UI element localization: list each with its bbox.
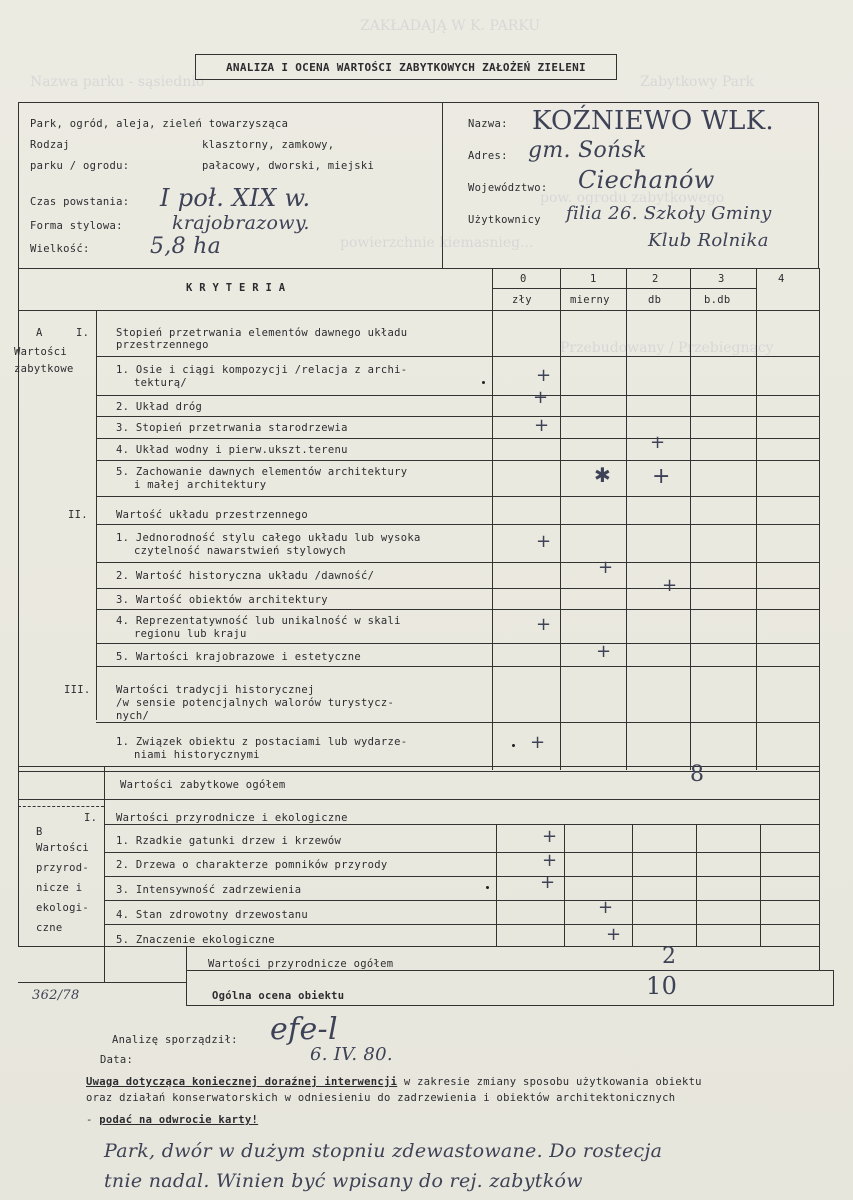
section-a-name-2: zabytkowe [14, 363, 74, 375]
forma-label: Forma stylowa: [30, 220, 123, 232]
b-item-4: 4. Stan zdrowotny drzewostanu [116, 909, 309, 921]
row-line [96, 524, 820, 525]
tick-b5-1: + [596, 641, 612, 662]
adres-value: gm. Sońsk [528, 138, 647, 163]
b-total-label: Wartości przyrodnicze ogółem [208, 958, 394, 970]
wielkosc-label: Wielkość: [30, 243, 90, 255]
rodzaj-values-1: klasztorny, zamkowy, [202, 139, 335, 151]
row-line [104, 876, 820, 877]
tick-n5-1: + [606, 924, 622, 945]
bleed-text-1: ZAKŁADAJĄ W K. PARKU [360, 18, 541, 34]
dot-mark [486, 886, 489, 889]
scale-divider [492, 288, 756, 289]
col-0 [492, 268, 493, 770]
scale-2: 2 [652, 273, 659, 285]
b-inner-left [104, 798, 105, 982]
bleed-text-2: Nazwa parku - sąsiednio [30, 74, 205, 90]
form-title: ANALIZA I OCENA WARTOŚCI ZABYTKOWYCH ZAŁOŻEŃ ZIELENI [195, 54, 617, 80]
uwaga-underlined: Uwaga dotycząca koniecznej doraźnej interwencji [86, 1076, 398, 1088]
section-a-g1-num: I. [76, 327, 90, 339]
a-g2-item-1-l1: 1. Jednorodność stylu całego układu lub wysoka [116, 532, 421, 544]
tick-a3-0: + [534, 415, 550, 436]
a-g1-item-5-l2: i małej architektury [134, 479, 267, 491]
row-line [96, 643, 820, 644]
a-g2-item-1-l2: czytelność nawarstwień stylowych [134, 545, 346, 557]
tick-a5-1: ✱ [594, 463, 611, 487]
a-g3-title-2: /w sensie potencjalnych walorów turystycz- [116, 697, 395, 709]
header-divider [442, 102, 443, 268]
uzyt-value-2: Klub Rolnika [648, 230, 769, 251]
a-g1-item-4: 4. Układ wodny i pierw.ukszt.terenu [116, 444, 348, 456]
row-line [96, 395, 820, 396]
scale-label-3: b.db [704, 294, 731, 306]
tick-b2-1: + [598, 557, 614, 578]
scale-0: 0 [520, 273, 527, 285]
scale-4: 4 [778, 273, 785, 285]
col-2 [626, 268, 627, 770]
scale-label-1: mierny [570, 294, 610, 306]
tick-b3-2: + [662, 575, 678, 596]
b-g1-num: I. [84, 812, 98, 824]
tick-n2-0: + [542, 850, 558, 871]
forma-value: krajobrazowy. [172, 212, 310, 234]
row-line [96, 496, 820, 497]
tick-a5-2: + [652, 464, 671, 489]
tick-b1-0: + [536, 531, 552, 552]
b-g1-title: Wartości przyrodnicze i ekologiczne [116, 812, 348, 824]
section-a-name-1: Wartości [14, 346, 67, 358]
a-g1-item-5-l1: 5. Zachowanie dawnych elementów architektury [116, 466, 408, 478]
row-line [96, 460, 820, 461]
uwaga-rest: w zakresie zmiany sposobu użytkowania obiektu [397, 1076, 702, 1088]
a-total-label: Wartości zabytkowe ogółem [120, 779, 286, 791]
col-1 [560, 268, 561, 770]
row-line [96, 666, 820, 667]
tick-n4-1: + [598, 897, 614, 918]
b-col-2 [632, 824, 633, 946]
a-g3-item-l2: niami historycznymi [134, 749, 260, 761]
parku-label: parku / ogrodu: [30, 160, 130, 172]
adres-label: Adres: [468, 150, 508, 162]
row-line [96, 722, 820, 723]
row-line [104, 852, 820, 853]
uwaga-line-3 [86, 1114, 258, 1126]
data-label: Data: [100, 1054, 134, 1066]
czas-label: Czas powstania: [30, 196, 130, 208]
uzyt-label: Użytkownicy [468, 214, 541, 226]
a-inner-left [96, 310, 97, 720]
b-item-3: 3. Intensywność zadrzewienia [116, 884, 302, 896]
uwaga-line-2: oraz działań konserwatorskich w odniesieniu do zadrzewienia i obiektów architektonicznych [86, 1092, 676, 1104]
row-line [96, 416, 820, 417]
uwaga-odwrot: podać na odwrocie karty! [99, 1114, 259, 1126]
a-g2-item-2: 2. Wartość historyczna układu /dawność/ [116, 570, 375, 582]
handwritten-note-2: tnie nadal. Winien być wpisany do rej. zabytków [104, 1170, 583, 1192]
bleed-text-5: powierzchnie kiemasnieg... [340, 235, 534, 251]
a-g1-item-1-l1: 1. Osie i ciągi kompozycji /relacja z archi- [116, 364, 408, 376]
tick-c1-0: + [530, 732, 546, 753]
tick-a1-0: + [536, 365, 552, 386]
a-g1-item-3: 3. Stopień przetrwania starodrzewia [116, 422, 348, 434]
a-g1-item-2: 2. Układ dróg [116, 401, 203, 413]
a-g3-num: III. [64, 684, 91, 696]
czas-value: I poł. XIX w. [160, 184, 311, 212]
uwaga-line-1 [86, 1076, 702, 1088]
b-name-1: Wartości [36, 842, 89, 854]
a-g2-title: Wartość układu przestrzennego [116, 509, 309, 521]
bleed-text-3: Zabytkowy Park [640, 74, 755, 90]
rodzaj-values-2: pałacowy, dworski, miejski [202, 160, 375, 172]
card-reference: 362/78 [32, 988, 80, 1003]
section-a-letter: A [36, 327, 43, 339]
scale-3: 3 [718, 273, 725, 285]
uzyt-value-1: filia 26. Szkoły Gminy [566, 203, 772, 224]
b-name-4: ekologi- [36, 902, 89, 914]
header-right-edge [818, 102, 819, 268]
overall-label: Ogólna ocena obiektu [212, 990, 345, 1002]
tick-b4-0: + [536, 614, 552, 635]
wielkosc-value: 5,8 ha [150, 234, 222, 259]
b-col-4 [760, 824, 761, 946]
data-value: 6. IV. 80. [310, 1044, 393, 1065]
tick-a4-2: + [650, 432, 666, 453]
nazwa-value: KOŹNIEWO WLK. [532, 106, 774, 136]
a-g2-item-4-l2: regionu lub kraju [134, 628, 247, 640]
row-line [96, 356, 820, 357]
nazwa-label: Nazwa: [468, 118, 508, 130]
uwaga-dash: - [86, 1114, 100, 1126]
a-g2-num: II. [68, 509, 88, 521]
a-g2-item-3: 3. Wartość obiektów architektury [116, 594, 328, 606]
b-item-2: 2. Drzewa o charakterze pomników przyrody [116, 859, 388, 871]
scale-label-0: zły [512, 294, 532, 306]
a-g2-item-4-l1: 4. Reprezentatywność lub unikalność w skali [116, 615, 401, 627]
b-col-1 [564, 824, 565, 946]
bleed-text-4: pow. ogrodu zabytkowego [540, 190, 725, 206]
b-name-3: nicze i [36, 882, 83, 894]
row-line [96, 588, 820, 589]
row-line [104, 900, 820, 901]
handwritten-note-1: Park, dwór w dużym stopniu zdewastowane. Do rostecja [104, 1140, 663, 1162]
b-col-0 [496, 824, 497, 946]
a-g1-title-2: przestrzennego [116, 339, 209, 351]
overall-value: 10 [646, 972, 678, 1000]
a-g3-title-3: nych/ [116, 710, 150, 722]
scale-label-2: db [648, 294, 662, 306]
woj-value: Ciechanów [578, 166, 715, 194]
a-g2-item-5: 5. Wartości krajobrazowe i estetyczne [116, 651, 361, 663]
a-g1-title-1: Stopień przetrwania elementów dawnego układu [116, 327, 408, 339]
a-g3-item-l1: 1. Związek obiektu z postaciami lub wydarze- [116, 736, 408, 748]
a-g3-title-1: Wartości tradycji historycznej [116, 684, 315, 696]
tick-n1-0: + [542, 826, 558, 847]
sporzadzil-label: Analizę sporządził: [112, 1034, 238, 1046]
b-item-1: 1. Rzadkie gatunki drzew i krzewów [116, 835, 342, 847]
signature: efe-l [270, 1012, 338, 1047]
a-g1-item-1-l2: tekturą/ [134, 377, 187, 389]
b-name-5: czne [36, 922, 63, 934]
woj-label: Województwo: [468, 182, 548, 194]
dot-mark [512, 744, 515, 747]
b-item-5: 5. Znaczenie ekologiczne [116, 934, 275, 946]
col-4 [756, 268, 757, 770]
tick-a2-0: + [533, 387, 549, 408]
tick-n3-0: + [540, 872, 556, 893]
a-total-value: 8 [690, 762, 705, 787]
rodzaj-label: Rodzaj [30, 139, 70, 151]
row-line [96, 609, 820, 610]
a-total-divider [104, 766, 105, 798]
bleed-text-6: Przebudowany / Przebiegnący [560, 340, 774, 356]
b-col-3 [696, 824, 697, 946]
row-line [104, 824, 820, 825]
row-line [18, 310, 820, 311]
scale-1: 1 [590, 273, 597, 285]
kryteria-label: K R Y T E R I A [186, 282, 286, 294]
col-3 [690, 268, 691, 770]
b-letter: B [36, 826, 43, 838]
b-bottom-line [18, 982, 186, 983]
b-total-value: 2 [662, 944, 677, 969]
dot-mark [482, 381, 485, 384]
park-type-line: Park, ogród, aleja, zieleń towarzysząca [30, 118, 289, 130]
b-dashed-divider [18, 806, 104, 807]
b-name-2: przyrod- [36, 862, 89, 874]
row-line [96, 562, 820, 563]
row-line [96, 438, 820, 439]
row-line [104, 924, 820, 925]
